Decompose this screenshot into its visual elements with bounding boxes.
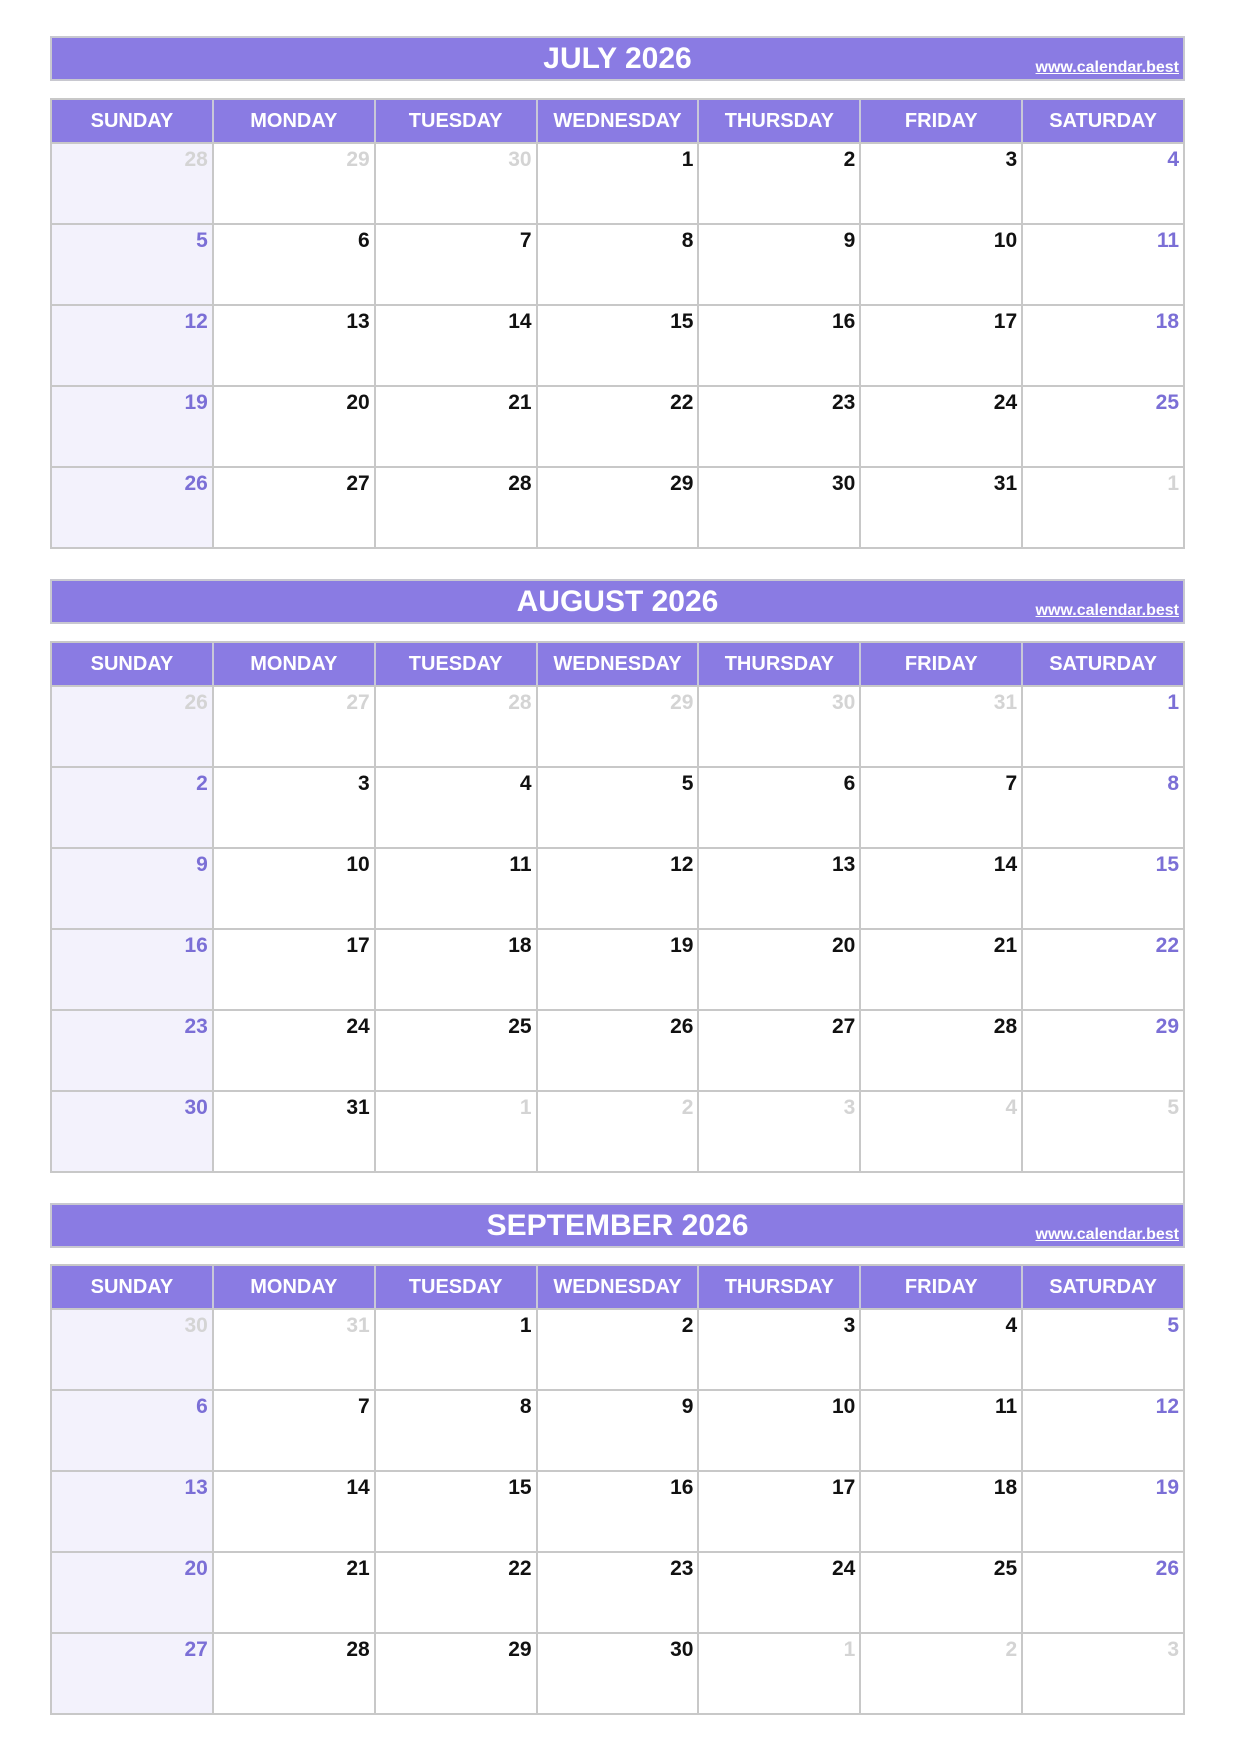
day-number: 15 xyxy=(508,1476,532,1499)
day-number: 18 xyxy=(508,934,532,957)
divider xyxy=(1183,1169,1185,1203)
day-number: 24 xyxy=(346,1015,370,1038)
day-number: 5 xyxy=(196,229,208,252)
day-cell[interactable] xyxy=(376,1472,538,1551)
day-cell[interactable] xyxy=(52,225,214,304)
day-number: 27 xyxy=(346,691,370,714)
day-cell[interactable] xyxy=(376,144,538,223)
day-cell[interactable] xyxy=(699,387,861,466)
weekday-label: MONDAY xyxy=(214,100,376,142)
day-number: 19 xyxy=(670,934,694,957)
day-number: 2 xyxy=(196,772,208,795)
day-number: 22 xyxy=(508,1557,532,1580)
day-number: 4 xyxy=(1005,1314,1018,1337)
weekday-label: WEDNESDAY xyxy=(538,100,700,142)
day-number: 11 xyxy=(509,853,532,876)
day-cell[interactable] xyxy=(214,768,376,847)
day-number: 8 xyxy=(1167,772,1180,795)
day-cell[interactable] xyxy=(214,1310,376,1389)
weekday-label: SUNDAY xyxy=(52,643,214,685)
weekday-label: SATURDAY xyxy=(1049,110,1157,132)
day-cell[interactable] xyxy=(1023,1553,1183,1632)
day-cell[interactable] xyxy=(538,687,700,766)
day-number: 3 xyxy=(843,1096,856,1119)
weekday-label: SATURDAY xyxy=(1049,653,1157,675)
day-number: 25 xyxy=(508,1015,532,1038)
day-number: 14 xyxy=(508,310,532,333)
day-number: 1 xyxy=(1167,472,1180,495)
day-number: 20 xyxy=(184,1557,208,1580)
day-number: 10 xyxy=(346,853,370,876)
weekday-header xyxy=(52,100,1183,142)
day-number: 2 xyxy=(681,1314,694,1337)
weekday-header xyxy=(52,643,1183,685)
day-cell[interactable] xyxy=(1023,306,1183,385)
day-cell[interactable] xyxy=(699,687,861,766)
day-cell[interactable] xyxy=(52,306,214,385)
day-cell[interactable] xyxy=(861,1310,1023,1389)
day-cell[interactable] xyxy=(1023,1092,1183,1171)
day-cell[interactable] xyxy=(861,144,1023,223)
day-number: 16 xyxy=(184,934,208,957)
day-cell[interactable] xyxy=(699,1011,861,1090)
day-cell[interactable] xyxy=(699,225,861,304)
day-cell[interactable] xyxy=(214,1092,376,1171)
day-number: 2 xyxy=(1005,1638,1018,1661)
day-cell[interactable] xyxy=(52,1011,214,1090)
day-number: 19 xyxy=(1155,1476,1180,1499)
day-cell[interactable] xyxy=(376,1011,538,1090)
day-number: 21 xyxy=(993,934,1018,957)
day-cell[interactable] xyxy=(538,1092,700,1171)
day-cell[interactable] xyxy=(52,687,214,766)
day-cell[interactable] xyxy=(214,387,376,466)
day-cell[interactable] xyxy=(376,768,538,847)
day-number: 20 xyxy=(346,391,370,414)
weekday-label: MONDAY xyxy=(214,643,376,685)
day-number: 30 xyxy=(184,1314,208,1337)
day-cell[interactable] xyxy=(52,849,214,928)
week-row xyxy=(52,466,1183,547)
day-cell[interactable] xyxy=(1023,930,1183,1009)
day-cell[interactable] xyxy=(376,387,538,466)
day-cell[interactable] xyxy=(376,225,538,304)
site-link[interactable]: www.calendar.best xyxy=(1035,602,1179,619)
week-row xyxy=(52,1009,1183,1090)
day-number: 1 xyxy=(843,1638,856,1661)
day-cell[interactable] xyxy=(376,306,538,385)
day-number: 30 xyxy=(508,148,532,171)
day-cell[interactable] xyxy=(699,1310,861,1389)
day-number: 17 xyxy=(993,310,1018,333)
week-row xyxy=(52,223,1183,304)
day-number: 15 xyxy=(670,310,694,333)
day-cell[interactable] xyxy=(376,1634,538,1713)
day-cell[interactable] xyxy=(52,1634,214,1713)
day-number: 10 xyxy=(831,1395,856,1418)
day-cell[interactable] xyxy=(538,144,700,223)
day-cell[interactable] xyxy=(861,225,1023,304)
day-cell[interactable] xyxy=(538,1310,700,1389)
day-number: 7 xyxy=(358,1395,370,1418)
day-cell[interactable] xyxy=(52,1092,214,1171)
day-cell[interactable] xyxy=(1023,1391,1183,1470)
day-cell[interactable] xyxy=(861,1092,1023,1171)
day-cell[interactable] xyxy=(538,930,700,1009)
day-number: 31 xyxy=(346,1096,370,1119)
day-number: 14 xyxy=(346,1476,370,1499)
day-cell[interactable] xyxy=(214,930,376,1009)
day-number: 12 xyxy=(184,310,208,333)
day-number: 25 xyxy=(993,1557,1018,1580)
day-number: 29 xyxy=(1155,1015,1180,1038)
day-cell[interactable] xyxy=(214,1634,376,1713)
weekday-label: TUESDAY xyxy=(376,1266,538,1308)
day-number: 6 xyxy=(196,1395,208,1418)
day-number: 24 xyxy=(831,1557,856,1580)
day-cell[interactable] xyxy=(214,306,376,385)
day-cell[interactable] xyxy=(1023,144,1183,223)
day-number: 23 xyxy=(670,1557,694,1580)
day-cell[interactable] xyxy=(1023,225,1183,304)
week-row xyxy=(52,928,1183,1009)
day-number: 29 xyxy=(346,148,370,171)
day-number: 8 xyxy=(519,1395,532,1418)
day-number: 13 xyxy=(831,853,856,876)
day-number: 12 xyxy=(670,853,694,876)
weekday-label: SUNDAY xyxy=(52,1266,214,1308)
day-number: 1 xyxy=(519,1314,532,1337)
day-number: 21 xyxy=(346,1557,370,1580)
day-number: 26 xyxy=(1155,1557,1180,1580)
month-title: AUGUST 2026 xyxy=(516,585,719,618)
day-number: 16 xyxy=(831,310,856,333)
day-number: 10 xyxy=(993,229,1018,252)
day-cell[interactable] xyxy=(699,930,861,1009)
day-cell[interactable] xyxy=(52,1310,214,1389)
day-number: 6 xyxy=(358,229,370,252)
day-number: 13 xyxy=(346,310,370,333)
day-number: 11 xyxy=(1156,229,1180,252)
day-cell[interactable] xyxy=(376,1092,538,1171)
day-cell[interactable] xyxy=(1023,768,1183,847)
weekday-header xyxy=(52,1266,1183,1308)
day-cell[interactable] xyxy=(1023,1310,1183,1389)
week-row xyxy=(52,142,1183,223)
day-number: 7 xyxy=(519,229,532,252)
month-title-bar xyxy=(50,579,1185,624)
day-number: 28 xyxy=(346,1638,370,1661)
day-cell[interactable] xyxy=(214,1391,376,1470)
day-cell[interactable] xyxy=(699,1553,861,1632)
day-number: 1 xyxy=(519,1096,532,1119)
day-cell[interactable] xyxy=(699,1472,861,1551)
day-number: 28 xyxy=(993,1015,1018,1038)
day-number: 1 xyxy=(681,148,694,171)
day-cell[interactable] xyxy=(214,225,376,304)
day-cell[interactable] xyxy=(214,1011,376,1090)
day-cell[interactable] xyxy=(1023,1634,1183,1713)
day-cell[interactable] xyxy=(376,930,538,1009)
month-calendar xyxy=(50,579,1185,1119)
site-link[interactable]: www.calendar.best xyxy=(1035,1226,1179,1243)
day-cell[interactable] xyxy=(699,144,861,223)
day-number: 22 xyxy=(670,391,694,414)
week-row xyxy=(52,1551,1183,1632)
weekday-label: SUNDAY xyxy=(52,100,214,142)
month-calendar xyxy=(50,1203,1185,1661)
day-cell[interactable] xyxy=(376,468,538,547)
day-cell[interactable] xyxy=(1023,468,1183,547)
week-row xyxy=(52,385,1183,466)
weekday-label: WEDNESDAY xyxy=(538,643,700,685)
day-number: 14 xyxy=(993,853,1018,876)
day-cell[interactable] xyxy=(538,225,700,304)
day-number: 13 xyxy=(184,1476,208,1499)
day-cell[interactable] xyxy=(861,306,1023,385)
day-number: 28 xyxy=(508,691,532,714)
weekday-label: MONDAY xyxy=(214,1266,376,1308)
day-number: 24 xyxy=(993,391,1018,414)
day-number: 2 xyxy=(843,148,856,171)
day-number: 30 xyxy=(670,1638,694,1661)
month-title: JULY 2026 xyxy=(543,42,692,75)
week-row xyxy=(52,685,1183,766)
day-number: 21 xyxy=(508,391,532,414)
day-number: 31 xyxy=(993,691,1018,714)
day-number: 26 xyxy=(184,691,208,714)
day-cell[interactable] xyxy=(52,468,214,547)
day-cell[interactable] xyxy=(538,849,700,928)
weekday-label: THURSDAY xyxy=(699,100,861,142)
week-row xyxy=(52,847,1183,928)
day-cell[interactable] xyxy=(538,1553,700,1632)
day-cell[interactable] xyxy=(1023,1472,1183,1551)
day-number: 3 xyxy=(1005,148,1018,171)
weekday-label: WEDNESDAY xyxy=(538,1266,700,1308)
day-number: 25 xyxy=(1155,391,1180,414)
day-cell[interactable] xyxy=(699,306,861,385)
day-number: 15 xyxy=(1155,853,1180,876)
day-cell[interactable] xyxy=(861,1472,1023,1551)
weekday-label: THURSDAY xyxy=(699,643,861,685)
day-cell[interactable] xyxy=(52,1553,214,1632)
day-number: 30 xyxy=(831,691,856,714)
day-cell[interactable] xyxy=(861,1391,1023,1470)
day-number: 9 xyxy=(681,1395,694,1418)
day-cell[interactable] xyxy=(376,1553,538,1632)
weekday-label: FRIDAY xyxy=(861,100,1023,142)
day-cell[interactable] xyxy=(538,1011,700,1090)
day-number: 17 xyxy=(346,934,370,957)
day-number: 1 xyxy=(1167,691,1180,714)
day-number: 27 xyxy=(831,1015,856,1038)
day-cell[interactable] xyxy=(538,468,700,547)
week-row xyxy=(52,1090,1183,1171)
weekday-label: SATURDAY xyxy=(1049,1276,1157,1298)
day-cell[interactable] xyxy=(214,468,376,547)
day-cell[interactable] xyxy=(861,1634,1023,1713)
day-cell[interactable] xyxy=(1023,687,1183,766)
day-cell[interactable] xyxy=(861,468,1023,547)
day-number: 2 xyxy=(681,1096,694,1119)
week-row xyxy=(52,766,1183,847)
day-number: 5 xyxy=(681,772,694,795)
day-cell[interactable] xyxy=(52,144,214,223)
day-number: 4 xyxy=(519,772,532,795)
day-cell[interactable] xyxy=(538,768,700,847)
day-number: 22 xyxy=(1155,934,1180,957)
day-number: 29 xyxy=(508,1638,532,1661)
day-cell[interactable] xyxy=(214,849,376,928)
day-number: 18 xyxy=(993,1476,1018,1499)
day-number: 12 xyxy=(1155,1395,1180,1418)
day-number: 26 xyxy=(184,472,208,495)
day-cell[interactable] xyxy=(538,387,700,466)
day-number: 3 xyxy=(1167,1638,1180,1661)
week-row xyxy=(52,1632,1183,1713)
month-title-bar xyxy=(50,36,1185,81)
weekday-label: FRIDAY xyxy=(861,643,1023,685)
site-link[interactable]: www.calendar.best xyxy=(1035,59,1179,76)
day-cell[interactable] xyxy=(538,1391,700,1470)
day-number: 17 xyxy=(831,1476,856,1499)
day-cell[interactable] xyxy=(861,387,1023,466)
day-cell[interactable] xyxy=(861,1553,1023,1632)
day-cell[interactable] xyxy=(52,930,214,1009)
day-number: 4 xyxy=(1005,1096,1018,1119)
day-cell[interactable] xyxy=(1023,387,1183,466)
day-number: 7 xyxy=(1005,772,1018,795)
day-cell[interactable] xyxy=(538,1472,700,1551)
day-number: 26 xyxy=(670,1015,694,1038)
week-row xyxy=(52,1389,1183,1470)
day-cell[interactable] xyxy=(376,849,538,928)
day-number: 29 xyxy=(670,691,694,714)
day-cell[interactable] xyxy=(538,306,700,385)
day-cell[interactable] xyxy=(861,849,1023,928)
day-number: 31 xyxy=(346,1314,370,1337)
day-cell[interactable] xyxy=(699,468,861,547)
day-cell[interactable] xyxy=(214,1553,376,1632)
day-number: 27 xyxy=(184,1638,208,1661)
day-number: 5 xyxy=(1167,1096,1180,1119)
day-cell[interactable] xyxy=(214,1472,376,1551)
day-cell[interactable] xyxy=(699,768,861,847)
day-cell[interactable] xyxy=(52,387,214,466)
weekday-label: TUESDAY xyxy=(376,643,538,685)
day-number: 11 xyxy=(994,1395,1018,1418)
day-number: 31 xyxy=(993,472,1018,495)
day-number: 28 xyxy=(184,148,208,171)
day-cell[interactable] xyxy=(861,768,1023,847)
day-cell[interactable] xyxy=(538,1634,700,1713)
day-cell[interactable] xyxy=(214,687,376,766)
day-number: 8 xyxy=(681,229,694,252)
month-grid xyxy=(50,98,1185,549)
day-cell[interactable] xyxy=(1023,849,1183,928)
day-cell[interactable] xyxy=(52,1472,214,1551)
month-title-bar xyxy=(50,1203,1185,1248)
day-number: 9 xyxy=(843,229,856,252)
day-number: 27 xyxy=(346,472,370,495)
day-cell[interactable] xyxy=(214,144,376,223)
day-cell[interactable] xyxy=(376,1310,538,1389)
day-number: 30 xyxy=(184,1096,208,1119)
day-number: 6 xyxy=(843,772,856,795)
month-grid xyxy=(50,641,1185,1173)
month-grid xyxy=(50,1264,1185,1715)
day-number: 3 xyxy=(358,772,370,795)
day-number: 30 xyxy=(831,472,856,495)
weekday-label: THURSDAY xyxy=(699,1266,861,1308)
day-cell[interactable] xyxy=(861,930,1023,1009)
day-number: 20 xyxy=(831,934,856,957)
day-number: 5 xyxy=(1167,1314,1180,1337)
day-cell[interactable] xyxy=(699,849,861,928)
weekday-label: FRIDAY xyxy=(861,1266,1023,1308)
day-cell[interactable] xyxy=(52,1391,214,1470)
day-cell[interactable] xyxy=(699,1391,861,1470)
day-number: 23 xyxy=(184,1015,208,1038)
day-number: 16 xyxy=(670,1476,694,1499)
day-number: 4 xyxy=(1167,148,1180,171)
day-number: 9 xyxy=(196,853,208,876)
day-number: 28 xyxy=(508,472,532,495)
week-row xyxy=(52,1470,1183,1551)
day-number: 23 xyxy=(831,391,856,414)
day-cell[interactable] xyxy=(699,1634,861,1713)
week-row xyxy=(52,1308,1183,1389)
day-cell[interactable] xyxy=(376,1391,538,1470)
weekday-label: TUESDAY xyxy=(376,100,538,142)
day-cell[interactable] xyxy=(1023,1011,1183,1090)
day-number: 29 xyxy=(670,472,694,495)
day-cell[interactable] xyxy=(861,687,1023,766)
day-cell[interactable] xyxy=(861,1011,1023,1090)
month-calendar xyxy=(50,36,1185,495)
day-cell[interactable] xyxy=(699,1092,861,1171)
day-number: 18 xyxy=(1155,310,1180,333)
day-cell[interactable] xyxy=(376,687,538,766)
day-cell[interactable] xyxy=(52,768,214,847)
day-number: 3 xyxy=(843,1314,856,1337)
day-number: 19 xyxy=(184,391,208,414)
week-row xyxy=(52,304,1183,385)
month-title: SEPTEMBER 2026 xyxy=(486,1209,749,1242)
